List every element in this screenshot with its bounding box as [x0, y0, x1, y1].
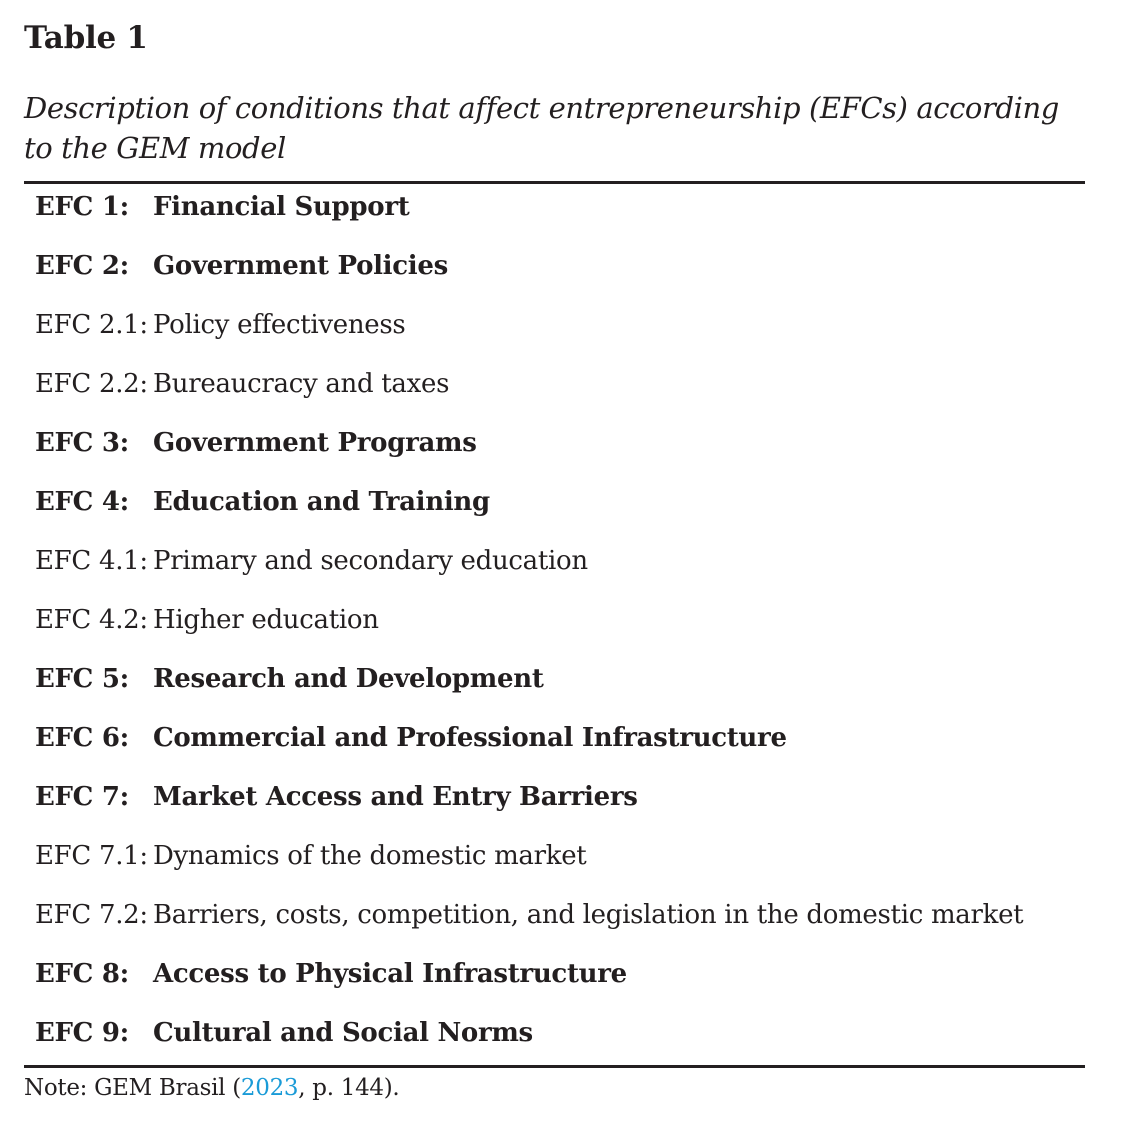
table-caption: Description of conditions that affect entrepreneurship (EFCs) according to the GEM model [24, 91, 1059, 165]
table-bottom-rule [24, 1065, 1085, 1068]
efc-code: EFC 7.1: [35, 841, 148, 871]
efc-code: EFC 5: [35, 664, 129, 694]
table-row [24, 184, 1085, 230]
note-prefix: Note: GEM Brasil ( [24, 1075, 241, 1101]
efc-code: EFC 9: [35, 1018, 129, 1048]
efc-label: Government Programs [153, 428, 477, 458]
efc-label: Bureaucracy and taxes [153, 369, 450, 399]
efc-label: Market Access and Entry Barriers [153, 782, 638, 812]
efc-label: Barriers, costs, competition, and legislation in the domestic market [153, 900, 1024, 930]
table-row [24, 892, 1085, 938]
table-row [24, 479, 1085, 525]
table-row [24, 302, 1085, 348]
table-row [24, 951, 1085, 997]
table-row [24, 1010, 1085, 1056]
efc-label: Higher education [153, 605, 379, 635]
table-row [24, 538, 1085, 584]
efc-label: Primary and secondary education [153, 546, 588, 576]
table-row [24, 774, 1085, 820]
efc-label: Dynamics of the domestic market [153, 841, 587, 871]
efc-label: Policy effectiveness [153, 310, 406, 340]
efc-label: Financial Support [153, 192, 410, 222]
table-row [24, 597, 1085, 643]
table-row [24, 656, 1085, 702]
efc-code: EFC 2: [35, 251, 129, 281]
efc-code: EFC 2.1: [35, 310, 148, 340]
table-row [24, 420, 1085, 466]
efc-code: EFC 4.2: [35, 605, 148, 635]
efc-code: EFC 1: [35, 192, 129, 222]
table-row [24, 243, 1085, 289]
table-title: Table 1 [24, 20, 148, 56]
efc-code: EFC 6: [35, 723, 129, 753]
note-suffix: , p. 144). [298, 1075, 400, 1101]
efc-code: EFC 7: [35, 782, 129, 812]
efc-label: Government Policies [153, 251, 448, 281]
efc-label: Cultural and Social Norms [153, 1018, 533, 1048]
efc-code: EFC 4: [35, 487, 129, 517]
efc-label: Access to Physical Infrastructure [153, 959, 627, 989]
efc-code: EFC 3: [35, 428, 129, 458]
efc-code: EFC 2.2: [35, 369, 148, 399]
efc-table [24, 184, 1085, 1069]
efc-code: EFC 8: [35, 959, 129, 989]
citation-link[interactable]: 2023 [240, 1075, 299, 1101]
table-row [24, 715, 1085, 761]
table-row [24, 361, 1085, 407]
efc-label: Education and Training [153, 487, 490, 517]
table-note [24, 1075, 399, 1101]
efc-code: EFC 4.1: [35, 546, 148, 576]
efc-label: Research and Development [153, 664, 544, 694]
table-row [24, 833, 1085, 879]
efc-label: Commercial and Professional Infrastructure [153, 723, 787, 753]
efc-code: EFC 7.2: [35, 900, 148, 930]
